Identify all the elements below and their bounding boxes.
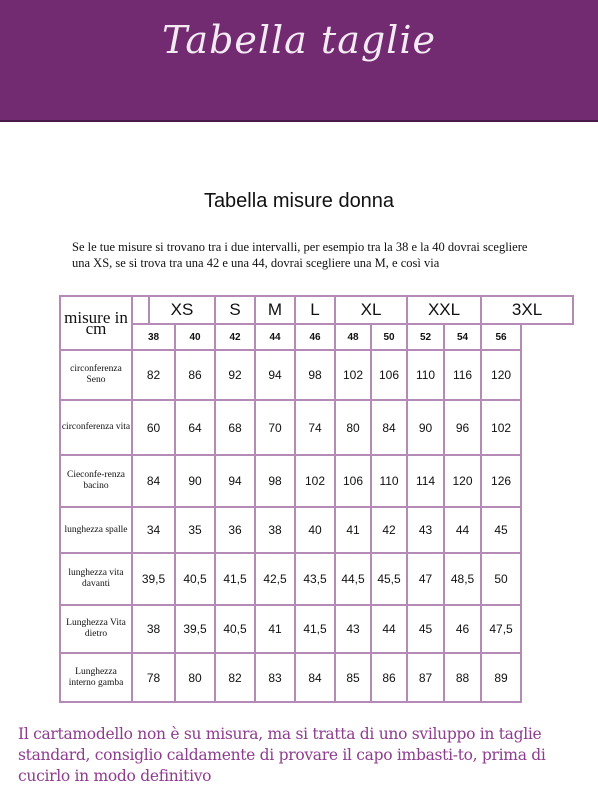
value-cell: 70 [255, 400, 295, 455]
value-cell: 40,5 [175, 553, 215, 605]
value-cell: 48,5 [444, 553, 481, 605]
value-cell: 64 [175, 400, 215, 455]
value-cell: 45 [407, 605, 444, 653]
value-cell: 110 [407, 350, 444, 400]
value-cell: 38 [255, 507, 295, 553]
value-cell: 40 [295, 507, 335, 553]
value-cell: 90 [175, 455, 215, 507]
size-letter-cell: XL [335, 296, 407, 324]
row-label: lunghezza spalle [60, 507, 132, 553]
value-cell: 34 [132, 507, 175, 553]
table-row [60, 507, 573, 553]
size-number-cell: 50 [371, 324, 407, 350]
size-letter-cell: XS [149, 296, 215, 324]
value-cell: 60 [132, 400, 175, 455]
value-cell: 85 [335, 653, 371, 702]
value-cell: 92 [215, 350, 255, 400]
value-cell: 45,5 [371, 553, 407, 605]
header-banner [0, 0, 598, 122]
row-label: Lunghezza Vita dietro [60, 605, 132, 653]
size-letters-row [60, 296, 573, 324]
blank-cell [132, 296, 149, 324]
value-cell: 44,5 [335, 553, 371, 605]
value-cell: 80 [335, 400, 371, 455]
value-cell: 89 [481, 653, 521, 702]
value-cell: 45 [481, 507, 521, 553]
size-letter-cell: M [255, 296, 295, 324]
size-number-cell: 38 [132, 324, 175, 350]
value-cell: 41 [335, 507, 371, 553]
section-title: Tabella misure donna [203, 190, 395, 212]
size-letter-cell: XXL [407, 296, 481, 324]
size-number-cell: 42 [215, 324, 255, 350]
value-cell: 41 [255, 605, 295, 653]
value-cell: 102 [481, 400, 521, 455]
value-cell: 39,5 [132, 553, 175, 605]
row-label: circonferenza vita [60, 400, 132, 455]
value-cell: 94 [215, 455, 255, 507]
value-cell: 98 [295, 350, 335, 400]
value-cell: 82 [215, 653, 255, 702]
row-label: Cieconfe-renza bacino [60, 455, 132, 507]
value-cell: 106 [371, 350, 407, 400]
value-cell: 50 [481, 553, 521, 605]
value-cell: 35 [175, 507, 215, 553]
value-cell: 102 [335, 350, 371, 400]
value-cell: 46 [444, 605, 481, 653]
size-table [59, 295, 574, 703]
value-cell: 83 [255, 653, 295, 702]
value-cell: 44 [371, 605, 407, 653]
value-cell: 43,5 [295, 553, 335, 605]
value-cell: 39,5 [175, 605, 215, 653]
table-row [60, 455, 573, 507]
value-cell: 116 [444, 350, 481, 400]
table-corner-label: misure in cm [60, 296, 132, 350]
value-cell: 82 [132, 350, 175, 400]
value-cell: 47 [407, 553, 444, 605]
value-cell: 110 [371, 455, 407, 507]
table-row [60, 605, 573, 653]
value-cell: 84 [295, 653, 335, 702]
size-letter-cell: 3XL [481, 296, 573, 324]
row-label: Lunghezza interno gamba [60, 653, 132, 702]
size-number-cell: 52 [407, 324, 444, 350]
size-number-cell: 44 [255, 324, 295, 350]
value-cell: 120 [444, 455, 481, 507]
value-cell: 88 [444, 653, 481, 702]
size-numbers-row [60, 324, 573, 350]
value-cell: 86 [175, 350, 215, 400]
value-cell: 43 [407, 507, 444, 553]
size-letter-cell: L [295, 296, 335, 324]
value-cell: 114 [407, 455, 444, 507]
value-cell: 44 [444, 507, 481, 553]
value-cell: 90 [407, 400, 444, 455]
value-cell: 78 [132, 653, 175, 702]
table-row [60, 400, 573, 455]
value-cell: 38 [132, 605, 175, 653]
table-row [60, 350, 573, 400]
value-cell: 84 [132, 455, 175, 507]
size-number-cell: 46 [295, 324, 335, 350]
value-cell: 120 [481, 350, 521, 400]
value-cell: 80 [175, 653, 215, 702]
value-cell: 102 [295, 455, 335, 507]
value-cell: 40,5 [215, 605, 255, 653]
intro-text: Se le tue misure si trovano tra i due intervalli, per esempio tra la 38 e la 40 dovrai scegliere una XS, se si trova tra una 42 e una 44, dovrai scegliere una M, e così via [72, 240, 528, 270]
table-row [60, 553, 573, 605]
value-cell: 42,5 [255, 553, 295, 605]
value-cell: 43 [335, 605, 371, 653]
value-cell: 74 [295, 400, 335, 455]
value-cell: 94 [255, 350, 295, 400]
table-row [60, 653, 573, 702]
value-cell: 41,5 [215, 553, 255, 605]
value-cell: 98 [255, 455, 295, 507]
value-cell: 42 [371, 507, 407, 553]
size-letter-cell: S [215, 296, 255, 324]
value-cell: 41,5 [295, 605, 335, 653]
value-cell: 126 [481, 455, 521, 507]
page-title: Tabella taglie [162, 18, 436, 62]
value-cell: 87 [407, 653, 444, 702]
disclaimer-note: Il cartamodello non è su misura, ma si tratta di uno sviluppo in taglie standard, consiglio caldamente di provare il capo imbasti-to, prima di cucirlo in modo definitivo [18, 725, 546, 785]
value-cell: 68 [215, 400, 255, 455]
size-number-cell: 54 [444, 324, 481, 350]
row-label: circonferenza Seno [60, 350, 132, 400]
row-label: lunghezza vita davanti [60, 553, 132, 605]
value-cell: 47,5 [481, 605, 521, 653]
size-number-cell: 40 [175, 324, 215, 350]
size-number-cell: 48 [335, 324, 371, 350]
value-cell: 84 [371, 400, 407, 455]
value-cell: 96 [444, 400, 481, 455]
value-cell: 36 [215, 507, 255, 553]
value-cell: 86 [371, 653, 407, 702]
value-cell: 106 [335, 455, 371, 507]
size-number-cell: 56 [481, 324, 521, 350]
